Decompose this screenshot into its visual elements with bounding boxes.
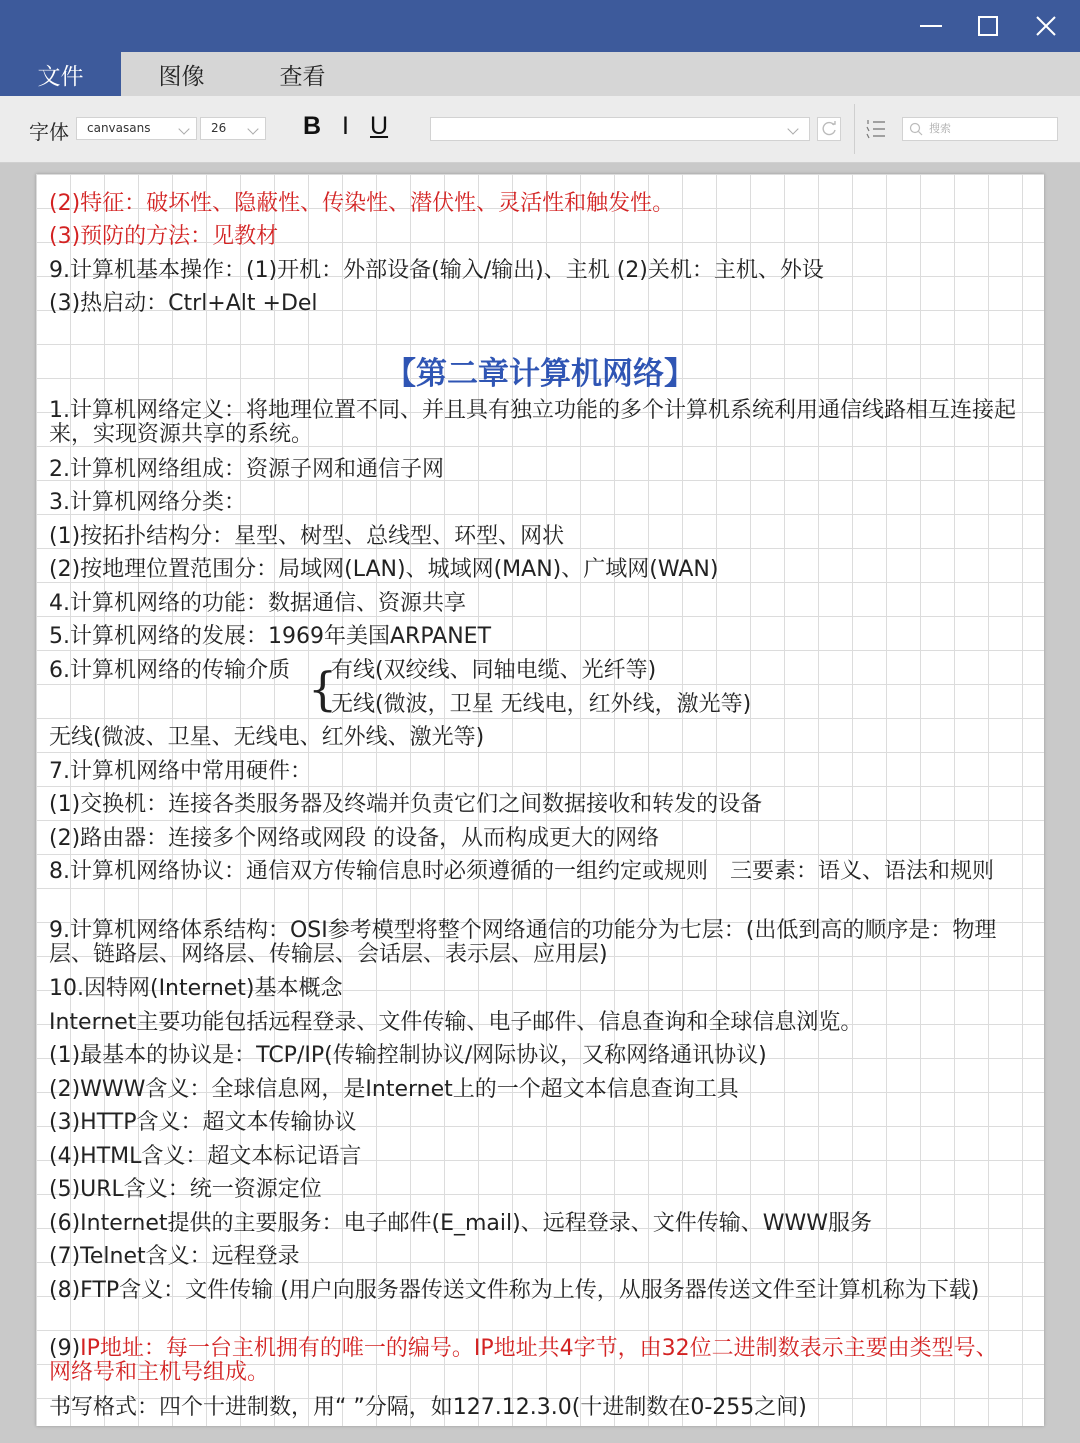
text-line: [49, 1337, 1017, 1385]
font-select[interactable]: [76, 117, 197, 140]
text-line: 5.计算机网络的发展：1969年美国ARPANET: [49, 624, 492, 649]
refresh-button[interactable]: [817, 117, 841, 141]
font-size-value: 26: [211, 121, 227, 135]
font-size-select[interactable]: [200, 117, 266, 140]
text-line: (4)HTML含义：超文本标记语言: [49, 1144, 362, 1169]
refresh-icon: [818, 118, 840, 140]
text-line: 6.计算机网络的传输介质: [49, 658, 290, 683]
text-line: (7)Telnet含义：远程登录: [49, 1244, 300, 1269]
text-line: 2.计算机网络组成：资源子网和通信子网: [49, 457, 444, 482]
text-line: (3)预防的方法：见教材: [49, 224, 279, 249]
close-button[interactable]: [1018, 0, 1074, 52]
text-line: Internet主要功能包括远程登录、文件传输、电子邮件、信息查询和全球信息浏览。: [49, 1010, 863, 1035]
text-line: (2)WWW含义：全球信息网，是Internet上的一个超文本信息查询工具: [49, 1077, 739, 1102]
menu-view[interactable]: 查看: [279, 63, 326, 90]
underline-button[interactable]: U: [370, 112, 389, 140]
text-line: 1.计算机网络定义：将地理位置不同、并且具有独立功能的多个计算机系统利用通信线路相互连接起来，实现资源共享的系统。: [49, 398, 1016, 447]
menu-image[interactable]: 图像: [158, 63, 205, 90]
brace-symbol: {: [308, 662, 338, 716]
numbered-list-icon: [865, 118, 887, 140]
text-line: (2)路由器：连接多个网络或网段 的设备，从而构成更大的网络: [49, 826, 660, 851]
chevron-down-icon: [178, 123, 189, 134]
text-line: 9.计算机网络体系结构：OSI参考模型将整个网络通信的功能分为七层：(出低到高的顺序是：物理层、链路层、网络层、传输层、会话层、表示层、应用层): [49, 918, 997, 967]
menu-bar: [0, 52, 1080, 96]
item-number: (9): [49, 1336, 81, 1361]
maximize-icon: [977, 15, 999, 37]
minimize-button[interactable]: [903, 0, 959, 52]
chapter-heading: 【第二章计算机网络】: [385, 356, 695, 392]
style-select[interactable]: [430, 117, 810, 141]
highlighted-text: IP地址：每一台主机拥有的唯一的编号。IP地址共4字节，由32位二进制数表示主要由类型号、网络号和主机号组成。: [49, 1336, 998, 1385]
font-select-value: canvasans: [87, 121, 151, 135]
close-icon: [1035, 15, 1057, 37]
minimize-icon: [919, 14, 943, 38]
text-line: (2)按地理位置范围分：局域网(LAN)、城域网(MAN)、广域网(WAN): [49, 557, 719, 582]
text-line: (3)热启动：Ctrl+Alt +Del: [49, 291, 318, 316]
bold-button[interactable]: B: [303, 112, 322, 140]
text-line: (8)FTP含义：文件传输 (用户向服务器传送文件称为上传，从服务器传送文件至计算机称为下载): [49, 1278, 980, 1303]
text-line: 4.计算机网络的功能：数据通信、资源共享: [49, 591, 466, 616]
title-bar: [0, 0, 1080, 52]
text-line: (1)交换机：连接各类服务器及终端并负责它们之间数据接收和转发的设备: [49, 792, 763, 817]
maximize-button[interactable]: [960, 0, 1016, 52]
text-line: 7.计算机网络中常用硬件：: [49, 759, 312, 784]
font-label: 字体: [29, 120, 69, 144]
text-line: 3.计算机网络分类：: [49, 490, 246, 515]
search-icon: [909, 122, 923, 136]
search-placeholder: 搜索: [929, 122, 951, 135]
text-line: (2)特征：破坏性、隐蔽性、传染性、潜伏性、灵活性和触发性。: [49, 191, 675, 216]
text-line: (1)最基本的协议是：TCP/IP(传输控制协议/网际协议，又称网络通讯协议): [49, 1043, 767, 1068]
italic-button[interactable]: I: [342, 112, 349, 140]
text-line: (5)URL含义：统一资源定位: [49, 1177, 322, 1202]
text-line: 8.计算机网络协议：通信双方传输信息时必须遵循的一组约定或规则 三要素：语义、语法和规则: [49, 859, 994, 884]
list-button[interactable]: [865, 118, 887, 144]
text-line: 书写格式：四个十进制数，用“ ”分隔，如127.12.3.0(十进制数在0-255之间): [49, 1395, 807, 1420]
text-line: (1)按拓扑结构分：星型、树型、总线型、环型、网状: [49, 524, 565, 549]
text-line: 9.计算机基本操作：(1)开机：外部设备(输入/输出)、主机 (2)关机：主机、外设: [49, 258, 824, 283]
toolbar-separator: [854, 104, 855, 154]
text-line: 无线(微波，卫星 无线电，红外线，激光等): [331, 692, 752, 717]
text-line: 10.因特网(Internet)基本概念: [49, 976, 343, 1001]
search-input[interactable]: [902, 117, 1058, 141]
chevron-down-icon: [247, 123, 258, 134]
text-line: 无线(微波、卫星、无线电、红外线、激光等): [49, 725, 485, 750]
document-page[interactable]: [36, 174, 1044, 1426]
menu-file[interactable]: 文件: [0, 52, 121, 96]
text-line: (6)Internet提供的主要服务：电子邮件(E_mail)、远程登录、文件传输、WWW服务: [49, 1211, 872, 1236]
chevron-down-icon: [787, 123, 798, 134]
text-line: 有线(双绞线、同轴电缆、光纤等): [331, 658, 657, 683]
text-line: (3)HTTP含义：超文本传输协议: [49, 1110, 357, 1135]
